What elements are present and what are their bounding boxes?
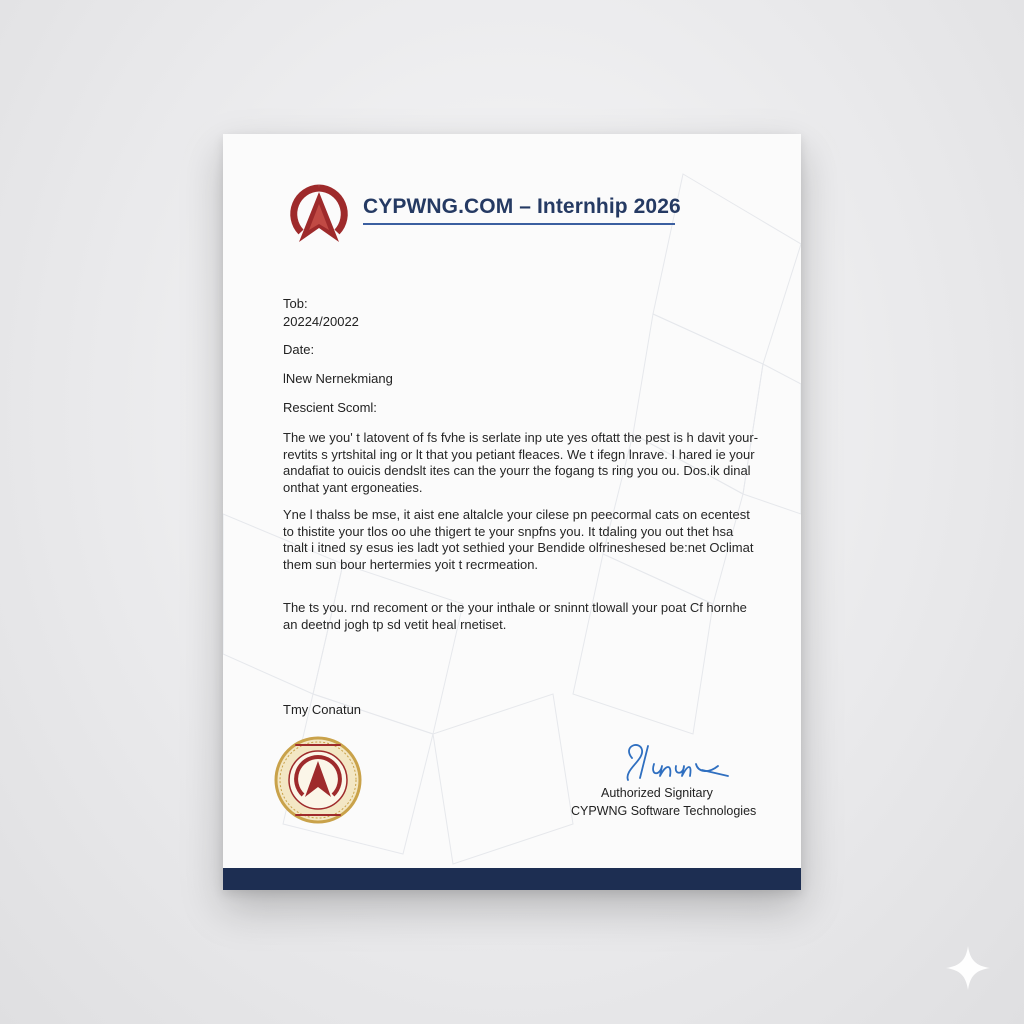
- body-paragraph-1: [283, 430, 759, 496]
- recipient-label: Rescient Scoml:: [283, 400, 377, 415]
- paragraph-line: onthat yant ergoneaties.: [283, 479, 423, 495]
- company-seal-icon: [273, 735, 363, 825]
- compass-arrow-logo-icon: [289, 184, 349, 244]
- signatory-company: CYPWNG Software Technologies: [571, 804, 757, 818]
- paragraph-line: tnalt i itned sy esus ies ladt yot sethied your Bendide olfrineshesed be:net Oclimat: [283, 540, 754, 555]
- paragraph-line: revtits s yrtshital ing or lt that you petiant fleaces. We t ifegn lnrave. I hared ie your: [283, 446, 755, 462]
- handwritten-signature: [618, 736, 738, 786]
- paragraph-line: to thistite your tlos oo uhe thigert te your snpfns you. It tdaling you out thet hsa: [283, 523, 734, 539]
- paragraph-line: andafiat to ouicis dendslt ites can the yourr the fogang ts ring you ou. Dos.ik dinal: [283, 463, 751, 478]
- letterhead: [289, 184, 709, 246]
- sparkle-icon: [944, 944, 992, 992]
- body-paragraph-3: [283, 600, 748, 633]
- reference-number: 20224/20022: [283, 314, 359, 329]
- to-label: Tob:: [283, 296, 308, 311]
- letter-page: [223, 134, 801, 890]
- letter-title: CYPWNG.COM – Internhip 2026: [363, 195, 681, 218]
- recipient-name: lNew Nernekmiang: [283, 371, 393, 386]
- paragraph-line: Yne l thalss be mse, it aist ene altalcle your cilese pn peecormal cats on ecentest: [283, 507, 750, 522]
- paragraph-line: an deetnd jogh tp sd vetit heal rnetiset.: [283, 616, 507, 632]
- paragraph-line: The ts you. rnd recoment or the your inthale or sninnt tlowall your poat Cf hornhe: [283, 600, 747, 615]
- body-paragraph-2: [283, 507, 754, 573]
- footer-bar: [223, 868, 801, 890]
- closing-line: Tmy Conatun: [283, 702, 362, 717]
- paragraph-line: them sun bour hertermies yoit t recrmeation.: [283, 556, 539, 572]
- title-underline: [363, 223, 675, 225]
- date-label: Date:: [283, 342, 315, 357]
- signatory-role: Authorized Signitary: [601, 786, 713, 800]
- paragraph-line: The we you' t latovent of fs fvhe is serlate inp ute yes oftatt the pest is h davit your-: [283, 430, 759, 445]
